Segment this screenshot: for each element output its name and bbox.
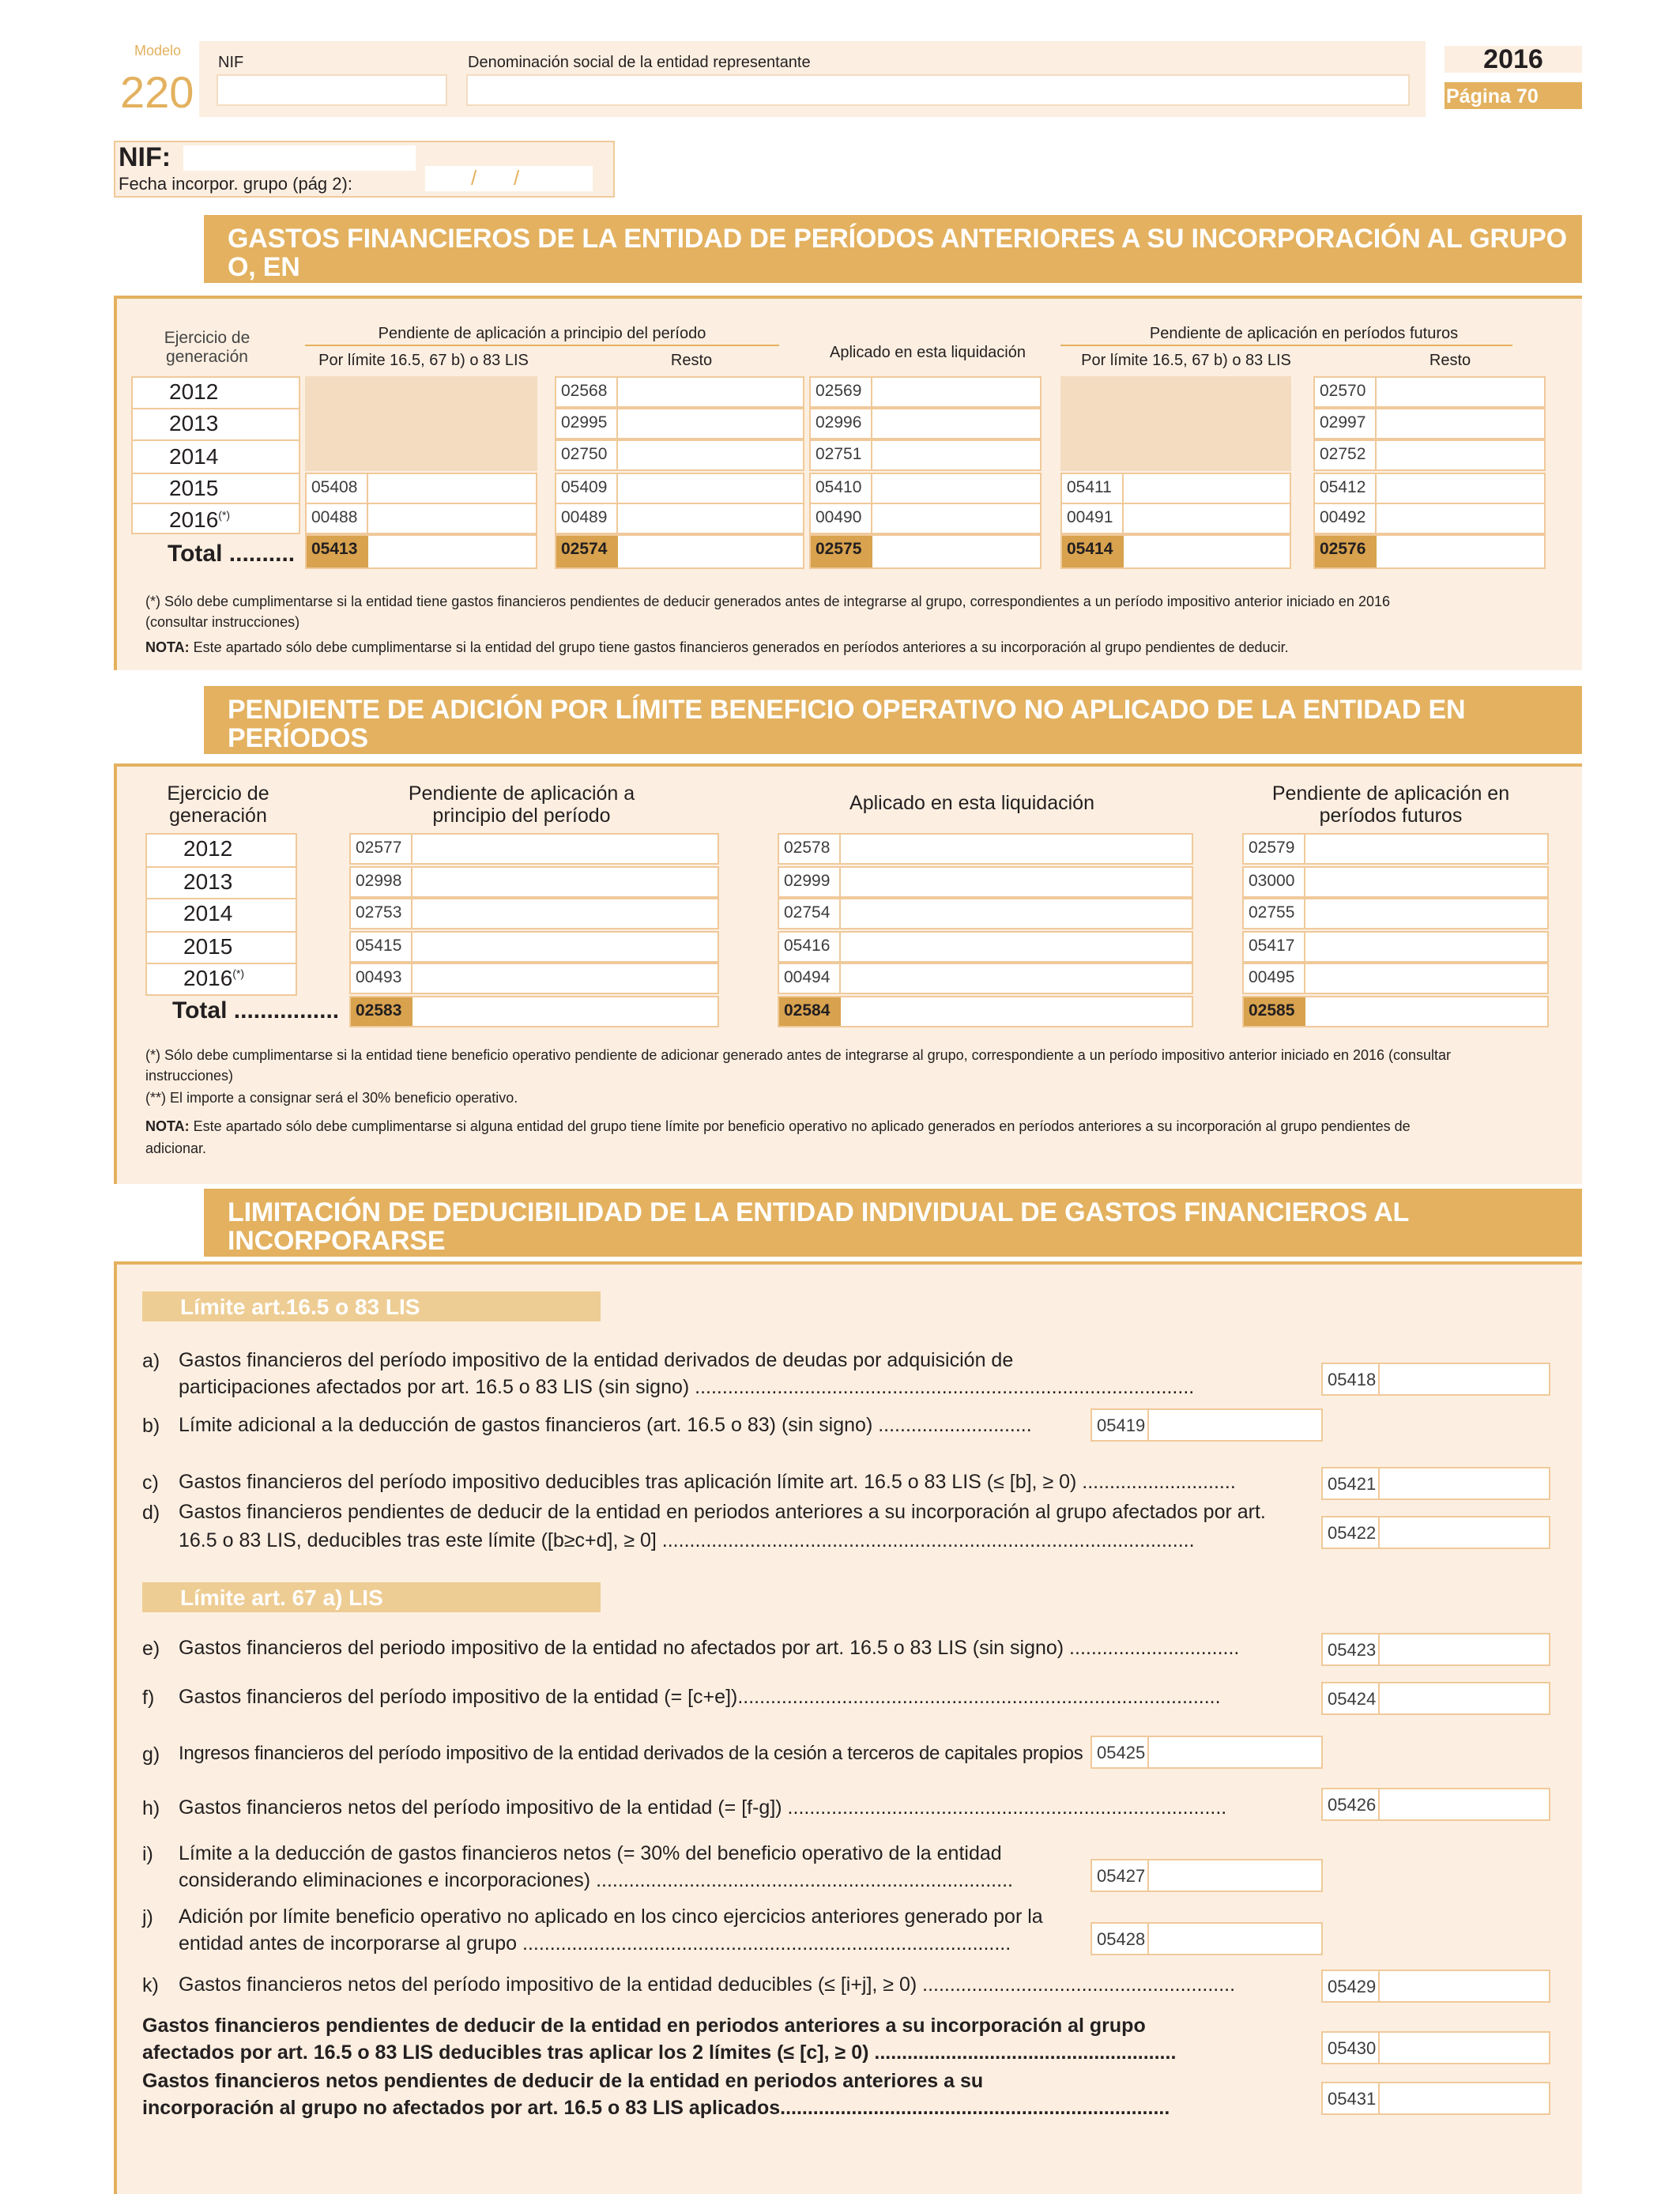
item-f-letter: f)	[142, 1687, 155, 1709]
header-modelo-number: 220	[120, 67, 194, 117]
field-02576[interactable]	[1313, 534, 1546, 569]
field-02753[interactable]	[349, 898, 719, 929]
field-05426[interactable]	[1321, 1788, 1550, 1821]
item-a-text1: Gastos financieros del período impositivo de la entidad derivados de deudas por adquisición de	[179, 1349, 1014, 1371]
s2-year-sep-4	[145, 963, 297, 964]
field-05419-code: 05419	[1092, 1410, 1149, 1440]
field-05421[interactable]	[1321, 1467, 1550, 1500]
field-02754-code: 02754	[779, 899, 841, 928]
s1-col-aplicado: Aplicado en esta liquidación	[830, 344, 1026, 361]
field-02579-code: 02579	[1244, 835, 1305, 863]
field-02579[interactable]	[1242, 833, 1549, 865]
s2-year-2013: 2013	[183, 869, 233, 894]
field-05419[interactable]	[1090, 1408, 1323, 1442]
field-02584-code: 02584	[779, 997, 841, 1026]
s1-year-2013: 2013	[169, 411, 219, 435]
field-05422-code: 05422	[1323, 1517, 1380, 1547]
s1-nota-text: Este apartado sólo debe cumplimentarse si la entidad del grupo tiene gastos financieros generados en períodos anteriores a su incorporación al grupo pendientes de deducir.	[193, 639, 1289, 655]
field-00489[interactable]	[555, 503, 804, 534]
s2-nota-text: Este apartado sólo debe cumplimentarse si alguna entidad del grupo tiene límite por beneficio operativo no aplicado generados en períodos anteriores a su incorporación al grupo pendientes de	[193, 1118, 1411, 1134]
item-l-text1: Gastos financieros pendientes de deducir de la entidad en periodos anteriores a su incorporación al grupo	[142, 2015, 1146, 2037]
field-05413-code: 05413	[307, 536, 368, 567]
field-00488[interactable]	[305, 503, 537, 534]
nif-big-label: NIF:	[119, 142, 171, 172]
item-c-text: Gastos financieros del período impositivo deducibles tras aplicación límite art. 16.5 o 83 LIS (≤ [b], ≥ 0) ............................	[179, 1471, 1236, 1493]
s1-grid-shaded-c1-0	[305, 376, 537, 408]
section3-title-line1: LIMITACIÓN DE DEDUCIBILIDAD DE LA ENTIDAD INDIVIDUAL DE GASTOS FINANCIEROS AL INCORPORARSE	[228, 1197, 1409, 1256]
field-00489-code: 00489	[556, 504, 618, 533]
section2-title	[204, 686, 1582, 754]
field-00490-code: 00490	[811, 504, 872, 533]
s2-year-2016-value: 2016	[183, 966, 233, 990]
field-02996[interactable]	[809, 408, 1042, 439]
field-02575-code: 02575	[811, 536, 872, 567]
field-05428-code: 05428	[1092, 1924, 1149, 1954]
fecha-input[interactable]	[425, 166, 593, 191]
field-05423[interactable]	[1321, 1633, 1550, 1666]
field-05427-code: 05427	[1092, 1860, 1149, 1891]
s1-year-sep-2	[131, 439, 300, 441]
s1-year-sep-1	[131, 408, 300, 409]
item-h-letter: h)	[142, 1797, 160, 1819]
field-02995[interactable]	[555, 408, 804, 439]
item-j-text1: Adición por límite beneficio operativo no aplicado en los cinco ejercicios anteriores generado por la	[179, 1906, 1043, 1928]
field-00488-code: 00488	[307, 504, 368, 533]
field-03000[interactable]	[1242, 866, 1549, 898]
field-05424-code: 05424	[1323, 1683, 1380, 1713]
section2-title-line1: PENDIENTE DE ADICIÓN POR LÍMITE BENEFICIO OPERATIVO NO APLICADO DE LA ENTIDAD EN PERÍODOS	[228, 695, 1466, 753]
s2-total-label: Total ................	[172, 997, 340, 1023]
field-02578-code: 02578	[779, 835, 841, 863]
field-02574-code: 02574	[556, 536, 618, 567]
s2-year-2012: 2012	[183, 836, 233, 861]
fecha-label: Fecha incorpor. grupo (pág 2):	[119, 174, 352, 194]
field-05413[interactable]	[305, 534, 537, 569]
item-a-letter: a)	[142, 1350, 160, 1372]
field-02585[interactable]	[1242, 996, 1549, 1027]
field-05411-code: 05411	[1062, 474, 1124, 503]
s2-year-2016-star: (*)	[232, 967, 245, 980]
field-05410-code: 05410	[811, 474, 872, 503]
s1-grid-shaded-c4-2	[1060, 439, 1291, 471]
s2-nota-label: NOTA:	[145, 1118, 190, 1134]
field-02754[interactable]	[778, 898, 1193, 929]
field-00495[interactable]	[1242, 963, 1549, 994]
field-02585-code: 02585	[1244, 997, 1305, 1026]
field-05427[interactable]	[1090, 1859, 1323, 1892]
field-05430[interactable]	[1321, 2031, 1550, 2064]
field-05423-code: 05423	[1323, 1634, 1380, 1664]
field-00494-code: 00494	[779, 964, 841, 993]
denominacion-label: Denominación social de la entidad representante	[468, 54, 811, 71]
item-j-text2: entidad antes de incorporarse al grupo .........................................................................................	[179, 1932, 1011, 1955]
s1-year-2014: 2014	[169, 444, 219, 469]
field-05429[interactable]	[1321, 1970, 1550, 2003]
field-02576-code: 02576	[1315, 536, 1377, 567]
item-i-text1: Límite a la deducción de gastos financieros netos (= 30% del beneficio operativo de la entidad	[179, 1842, 1002, 1864]
s1-grid-shaded-c4-1	[1060, 408, 1291, 439]
item-h-text: Gastos financieros netos del período impositivo de la entidad (= [f-g]) ................................................................................	[179, 1796, 1227, 1819]
field-00494[interactable]	[778, 963, 1193, 994]
s2-col-aplicado: Aplicado en esta liquidación	[849, 792, 1094, 814]
s1-year-2015: 2015	[169, 476, 219, 500]
field-05410[interactable]	[809, 473, 1042, 504]
field-05415-code: 05415	[351, 933, 412, 961]
field-00493[interactable]	[349, 963, 719, 994]
s2-year-2016	[145, 966, 297, 991]
field-05431-code: 05431	[1323, 2083, 1380, 2113]
s1-year-2016	[131, 507, 300, 533]
item-d-letter: d)	[142, 1502, 160, 1524]
s2-col-pend-inicio: Pendiente de aplicación a principio del período	[408, 782, 635, 827]
item-j-letter: j)	[142, 1906, 153, 1928]
s2-year-2014: 2014	[183, 901, 233, 925]
field-05425-code: 05425	[1092, 1737, 1149, 1767]
item-m-text2: incorporación al grupo no afectados por art. 16.5 o 83 LIS aplicados.......................................................................	[142, 2097, 1170, 2119]
field-00491[interactable]	[1060, 503, 1291, 534]
item-c-letter: c)	[142, 1472, 159, 1494]
field-05429-code: 05429	[1323, 1971, 1380, 2001]
s2-year-sep-3	[145, 931, 297, 933]
s2-note1b: instrucciones)	[145, 1068, 234, 1084]
item-l-text2: afectados por art. 16.5 o 83 LIS deducibles tras aplicar los 2 límites (≤ [c], ≥ 0) .......................................................	[142, 2041, 1177, 2064]
s1-year-2012: 2012	[169, 379, 219, 404]
field-05415[interactable]	[349, 931, 719, 963]
item-i-text2: considerando eliminaciones e incorporaciones) ............................................................................	[179, 1869, 1013, 1891]
item-g-text: Ingresos financieros del período impositivo de la entidad derivados de la cesión a terceros de capitales propios	[179, 1743, 1083, 1764]
field-02574[interactable]	[555, 534, 804, 569]
field-00492-code: 00492	[1315, 504, 1377, 533]
subhead-limite-16-5: Límite art.16.5 o 83 LIS	[142, 1291, 601, 1321]
field-05428[interactable]	[1090, 1922, 1323, 1955]
field-00493-code: 00493	[351, 964, 412, 993]
s1-nota-label: NOTA:	[145, 639, 190, 655]
field-02996-code: 02996	[811, 409, 872, 438]
item-k-text: Gastos financieros netos del período impositivo de la entidad deducibles (≤ [i+j], ≥ 0) .........................................................	[179, 1973, 1236, 1996]
field-02753-code: 02753	[351, 899, 412, 928]
s1-col-pend-inicio: Pendiente de aplicación a principio del período	[378, 325, 706, 342]
field-02569-code: 02569	[811, 378, 872, 406]
field-02755[interactable]	[1242, 898, 1549, 929]
s1-year-2016-value: 2016	[169, 507, 219, 532]
field-05408-code: 05408	[307, 474, 368, 503]
field-02584[interactable]	[778, 996, 1193, 1027]
field-02999-code: 02999	[779, 868, 841, 896]
field-02570-code: 02570	[1315, 378, 1377, 406]
fecha-sep2: /	[514, 166, 520, 190]
s2-col-pend-futuros: Pendiente de aplicación en períodos futuros	[1271, 782, 1510, 827]
s2-nota-text2: adicionar.	[145, 1140, 207, 1156]
field-02995-code: 02995	[556, 409, 618, 438]
field-00495-code: 00495	[1244, 964, 1305, 993]
field-02752-code: 02752	[1315, 441, 1377, 469]
field-05414[interactable]	[1060, 534, 1291, 569]
field-02751[interactable]	[809, 439, 1042, 471]
section1-title-line1: GASTOS FINANCIEROS DE LA ENTIDAD DE PERÍODOS ANTERIORES A SU INCORPORACIÓN AL GRUPO O, EN	[228, 224, 1567, 282]
item-f-text: Gastos financieros del período impositivo de la entidad (= [c+e])........................................................................................	[179, 1686, 1221, 1708]
nif-label: NIF	[218, 54, 244, 71]
year-badge: 2016	[1445, 46, 1582, 73]
field-05414-code: 05414	[1062, 536, 1124, 567]
section3-title	[204, 1189, 1582, 1257]
item-d-text2: 16.5 o 83 LIS, deducibles tras este límite ([b≥c+d], ≥ 0] .................................................................................................	[179, 1529, 1195, 1551]
field-05409-code: 05409	[556, 474, 618, 503]
s2-year-sep-1	[145, 866, 297, 868]
field-05425[interactable]	[1090, 1736, 1323, 1769]
s1-col-limite2: Por límite 16.5, 67 b) o 83 LIS	[1081, 352, 1291, 369]
s2-note1: (*) Sólo debe cumplimentarse si la entidad tiene beneficio operativo pendiente de adicionar generado antes de integrarse al grupo, correspondiente a un período impositivo anterior iniciado en 2016 (consultar	[145, 1047, 1452, 1063]
s1-col-pend-futuros: Pendiente de aplicación en períodos futuros	[1149, 325, 1459, 342]
field-02569[interactable]	[809, 376, 1042, 408]
s1-note1: (*) Sólo debe cumplimentarse si la entidad tiene gastos financieros pendientes de deducir generados antes de integrarse al grupo, correspondientes a un período impositivo anterior iniciado en 2016	[145, 594, 1390, 609]
s2-year-sep-2	[145, 898, 297, 899]
field-00492[interactable]	[1313, 503, 1546, 534]
subhead-limite-67: Límite art. 67 a) LIS	[142, 1582, 601, 1612]
s1-grid-shaded-c1-1	[305, 408, 537, 439]
field-05417[interactable]	[1242, 931, 1549, 963]
field-00490[interactable]	[809, 503, 1042, 534]
field-05417-code: 05417	[1244, 933, 1305, 961]
field-05430-code: 05430	[1323, 2033, 1380, 2063]
item-m-text1: Gastos financieros netos pendientes de deducir de la entidad en periodos anteriores a su	[142, 2070, 984, 2092]
s1-col-resto2: Resto	[1429, 352, 1471, 369]
field-05411[interactable]	[1060, 473, 1291, 504]
item-e-text: Gastos financieros del periodo impositivo de la entidad no afectados por art. 16.5 o 83 LIS (sin signo) ...............................	[179, 1637, 1240, 1659]
field-02751-code: 02751	[811, 441, 872, 469]
s2-nota	[145, 1116, 1568, 1137]
s1-note1b: (consultar instrucciones)	[145, 614, 300, 630]
s1-divider-2	[1060, 345, 1512, 346]
field-02999[interactable]	[778, 866, 1193, 898]
field-05416[interactable]	[778, 931, 1193, 963]
nif-big-input[interactable]	[183, 145, 416, 171]
field-05418[interactable]	[1321, 1363, 1550, 1396]
s1-col-ejercicio: Ejercicio de generación	[164, 329, 250, 366]
field-02583[interactable]	[349, 996, 719, 1027]
s1-grid-shaded-c4-0	[1060, 376, 1291, 408]
item-b-letter: b)	[142, 1415, 160, 1437]
page-label: Página 70 NIF1	[1445, 82, 1582, 109]
field-02568-code: 02568	[556, 378, 618, 406]
item-k-letter: k)	[142, 1974, 159, 1996]
field-05418-code: 05418	[1323, 1364, 1380, 1394]
field-02997-code: 02997	[1315, 409, 1377, 438]
field-05416-code: 05416	[779, 933, 841, 961]
s2-col-ejercicio: Ejercicio de generación	[167, 782, 269, 827]
field-05412-code: 05412	[1315, 474, 1377, 503]
s1-total-label: Total ..........	[168, 541, 296, 567]
field-02578[interactable]	[778, 833, 1193, 865]
field-05421-code: 05421	[1323, 1468, 1380, 1498]
field-05424[interactable]	[1321, 1682, 1550, 1715]
field-05412[interactable]	[1313, 473, 1546, 504]
field-02998[interactable]	[349, 866, 719, 898]
field-02568[interactable]	[555, 376, 804, 408]
item-i-letter: i)	[142, 1843, 153, 1865]
field-05431[interactable]	[1321, 2082, 1550, 2115]
section1-title	[204, 215, 1582, 283]
field-03000-code: 03000	[1244, 868, 1305, 896]
field-02570[interactable]	[1313, 376, 1546, 408]
field-02752[interactable]	[1313, 439, 1546, 471]
item-b-text: Límite adicional a la deducción de gastos financieros (art. 16.5 o 83) (sin signo) ............................	[179, 1414, 1032, 1436]
field-02583-code: 02583	[351, 997, 412, 1026]
field-00491-code: 00491	[1062, 504, 1124, 533]
fecha-sep1: /	[471, 166, 477, 190]
field-02750-code: 02750	[556, 441, 618, 469]
s1-nota	[145, 637, 1568, 658]
s1-year-2016-star: (*)	[218, 508, 231, 522]
nif-input[interactable]	[217, 74, 447, 106]
field-05426-code: 05426	[1323, 1789, 1380, 1819]
item-a-text2: participaciones afectados por art. 16.5 o 83 LIS (sin signo) ...........................................................................................	[179, 1376, 1195, 1398]
field-05422[interactable]	[1321, 1516, 1550, 1549]
field-02998-code: 02998	[351, 868, 412, 896]
s1-divider-1	[305, 345, 779, 346]
field-05409[interactable]	[555, 473, 804, 504]
header-modelo-label: Modelo	[134, 43, 182, 58]
field-05408[interactable]	[305, 473, 537, 504]
field-02755-code: 02755	[1244, 899, 1305, 928]
item-g-letter: g)	[142, 1744, 160, 1766]
item-d-text1: Gastos financieros pendientes de deducir de la entidad en periodos anteriores a su incorporación al grupo afectados por art.	[179, 1501, 1266, 1523]
s2-note2: (**) El importe a consignar será el 30% beneficio operativo.	[145, 1090, 518, 1106]
field-02575[interactable]	[809, 534, 1042, 569]
field-02997[interactable]	[1313, 408, 1546, 439]
s1-grid-shaded-c1-2	[305, 439, 537, 471]
field-02577-code: 02577	[351, 835, 412, 863]
denominacion-input[interactable]	[466, 74, 1410, 106]
s1-year-sep-4	[131, 503, 300, 504]
s1-col-resto: Resto	[670, 352, 713, 369]
item-e-letter: e)	[142, 1638, 160, 1660]
s2-year-2015: 2015	[183, 934, 233, 959]
field-02577[interactable]	[349, 833, 719, 865]
s1-col-limite: Por límite 16.5, 67 b) o 83 LIS	[318, 352, 529, 369]
s1-year-sep-3	[131, 473, 300, 474]
field-02750[interactable]	[555, 439, 804, 471]
